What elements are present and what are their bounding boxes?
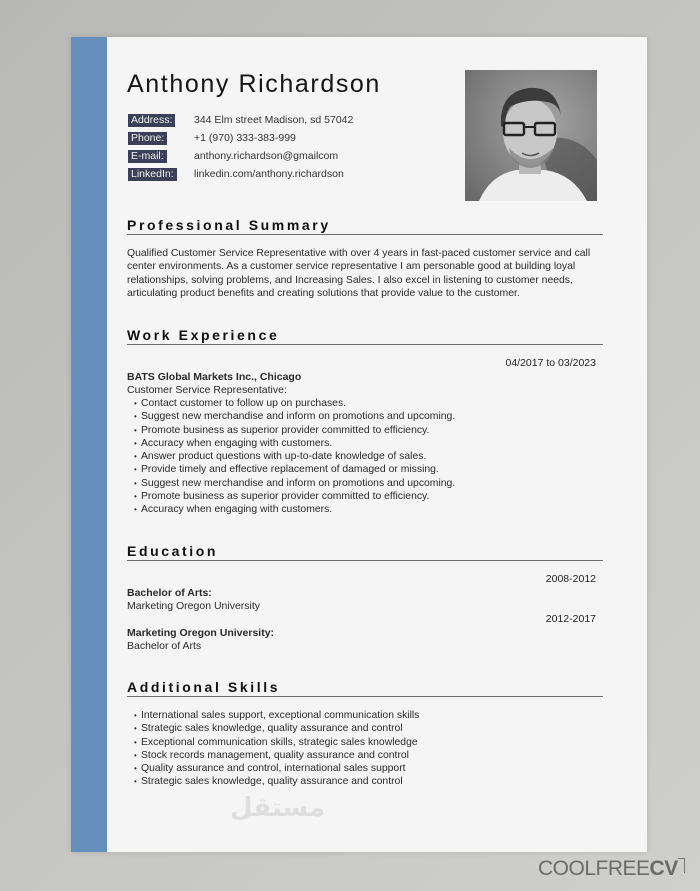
list-item: • Exceptional communication skills, strategic sales knowledge [127, 736, 419, 749]
section-title-education: Education [127, 543, 603, 561]
brand-logo [538, 857, 685, 881]
contact-row-linkedin [128, 165, 344, 183]
education-school-2: Bachelor of Arts [127, 640, 202, 652]
skills-list [127, 709, 419, 789]
list-item: • Accuracy when engaging with customers. [127, 503, 455, 516]
person-portrait-icon [465, 70, 597, 201]
linkedin-value: linkedin.com/anthony.richardson [194, 168, 344, 180]
list-item: • Contact customer to follow up on purchases. [127, 397, 455, 410]
list-item: • Stock records management, quality assurance and control [127, 749, 419, 762]
section-title-skills: Additional Skills [127, 679, 603, 697]
list-item: • Strategic sales knowledge, quality assurance and control [127, 722, 419, 735]
list-item: • Strategic sales knowledge, quality assurance and control [127, 775, 419, 788]
list-item: • Quality assurance and control, international sales support [127, 762, 419, 775]
summary-text: Qualified Customer Service Representative with over 4 years in fast-paced customer service and call center environments. As a customer service representative I am personable good at building loyal relationships, solving problems, and Increasing Sales. I also excel in listening to customer needs, articulating product benefits and creating solutions that provide value to the customer. [127, 248, 591, 299]
resume-page [71, 37, 647, 852]
contact-row-address [128, 111, 354, 129]
profile-photo [465, 70, 597, 201]
education-degree-1: Bachelor of Arts: [127, 587, 212, 599]
job-role: Customer Service Representative: [127, 384, 287, 396]
email-value: anthony.richardson@gmailcom [194, 150, 339, 162]
list-item: • Suggest new merchandise and inform on promotions and upcoming. [127, 477, 455, 490]
list-item: • International sales support, exceptional communication skills [127, 709, 419, 722]
linkedin-label: LinkedIn: [128, 168, 177, 181]
phone-label: Phone: [128, 132, 167, 145]
job-bullets [127, 397, 455, 517]
brand-bold-text: CV [649, 857, 678, 880]
candidate-name: Anthony Richardson [127, 70, 381, 98]
phone-value: +1 (970) 333-383-999 [194, 132, 296, 144]
email-label: E-mail: [128, 150, 167, 163]
brand-light-text: COOLFREE [538, 857, 650, 880]
list-item: • Accuracy when engaging with customers. [127, 437, 455, 450]
address-label: Address: [128, 114, 175, 127]
list-item: • Promote business as superior provider committed to efficiency. [127, 490, 455, 503]
list-item: • Provide timely and effective replacement of damaged or missing. [127, 463, 455, 476]
education-dates-1: 2008-2012 [545, 573, 596, 585]
list-item: • Promote business as superior provider committed to efficiency. [127, 424, 455, 437]
accent-stripe [71, 37, 107, 852]
contact-row-email [128, 147, 339, 165]
corner-mark-icon [678, 858, 685, 873]
job-dates: 04/2017 to 03/2023 [505, 357, 596, 369]
section-title-summary: Professional Summary [127, 217, 603, 235]
contact-block [128, 111, 354, 183]
contact-row-phone [128, 129, 296, 147]
address-value: 344 Elm street Madison, sd 57042 [194, 114, 354, 126]
job-company: BATS Global Markets Inc., Chicago [127, 371, 302, 383]
list-item: • Answer product questions with up-to-date knowledge of sales. [127, 450, 455, 463]
list-item: • Suggest new merchandise and inform on promotions and upcoming. [127, 410, 455, 423]
section-title-experience: Work Experience [127, 327, 603, 345]
education-school-1: Marketing Oregon University [127, 600, 261, 612]
watermark-text: مستقل [230, 793, 326, 823]
education-dates-2: 2012-2017 [545, 613, 596, 625]
education-degree-2: Marketing Oregon University: [127, 627, 275, 639]
